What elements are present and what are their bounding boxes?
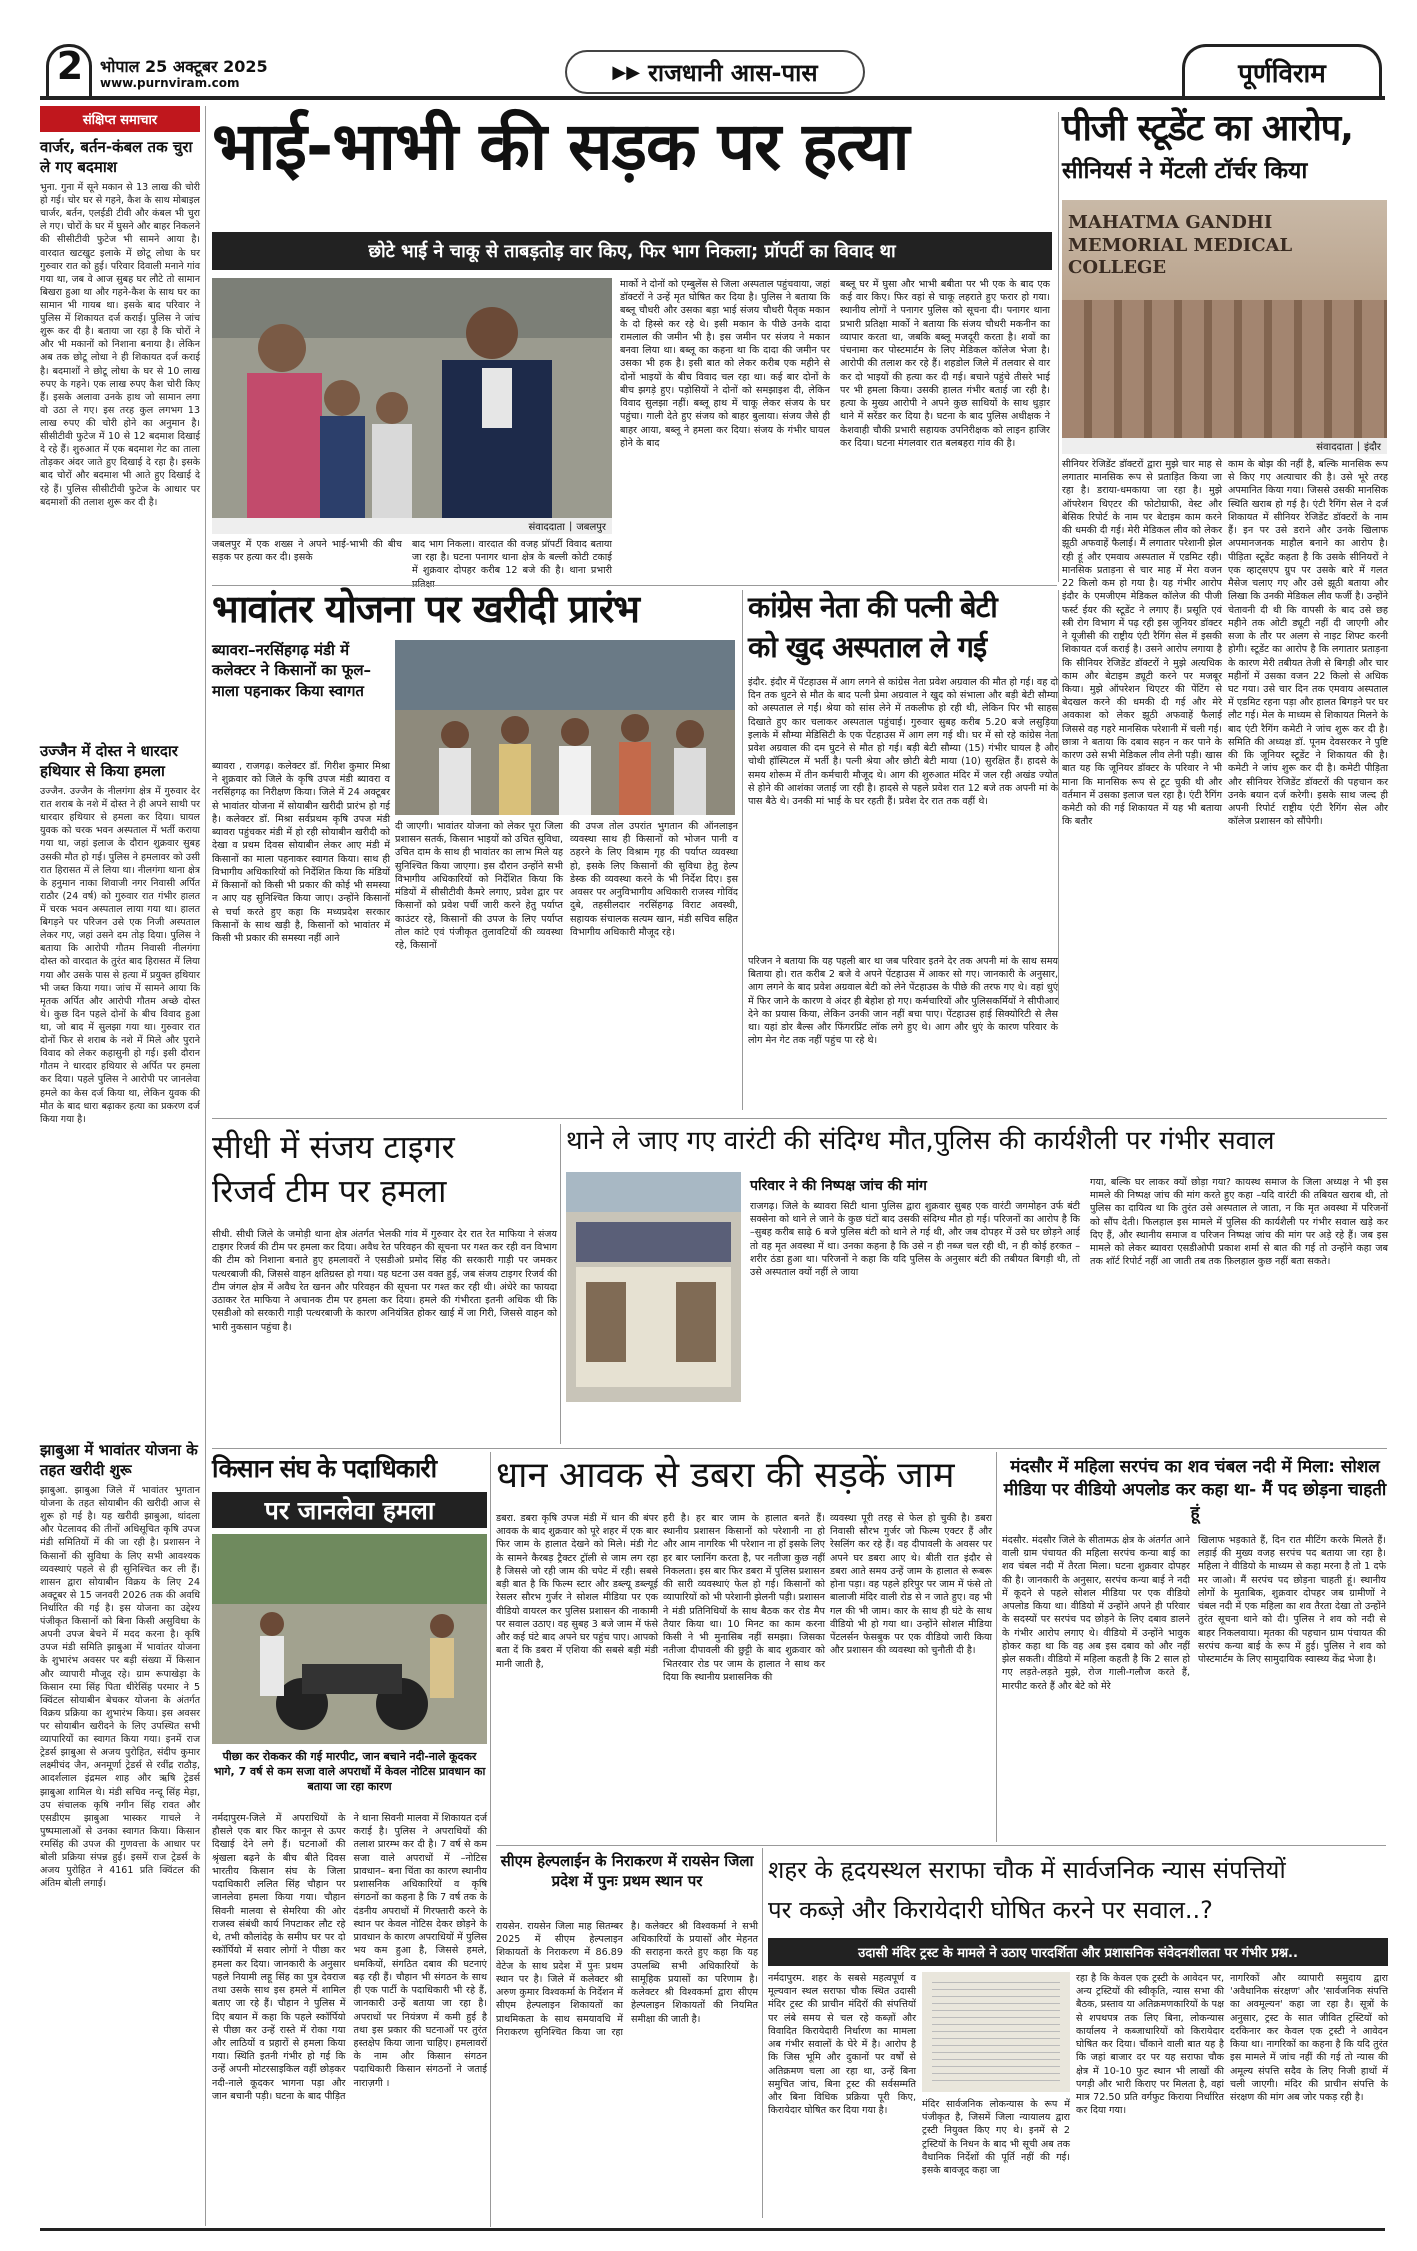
dhan-body-col2: हरी है। हर बार जाम के हालात बनते हैं। स्थानीय प्रशासन किसानों को परेशानी ना हो और आम नागरिक भी परेशान ना हों इसके लिए हर बार प्लानिंग करता है, पर नतीजा कुछ नहीं निकलता। इस बार फिर डबरा में पुलिस प्रशासन की सारी व्यवस्थाएं फेल हो गई। किसानों को व्यापारियों को भी परेशानी झेलनी पड़ी। प्रशासन ने मंडी प्रतिनिधियों के साथ बैठक कर रोड मैप तैयार किया था। 10 मिनट का काम करना किसी ने भी मुनासिब नहीं समझा। जिसका नतीजा दीपावली की छुट्टी के बाद शुक्रवार को भितरवार रोड पर जाम के हालात ने साथ कर दिया कि स्थानीय प्रशासनिक की bbox=[663, 1513, 825, 1683]
row-rule bbox=[212, 1118, 1387, 1119]
sidebar-label: संक्षिप्त समाचार bbox=[40, 106, 200, 132]
row-rule bbox=[212, 1448, 1387, 1449]
kisan-photo-caption: पीछा कर रोककर की गई मारपीट, जान बचाने नदी-नाले कूदकर भागे, 7 वर्ष से कम सजा वाले अपराधों में केवल नोटिस प्रावधान का बताया जा रहा कारण bbox=[213, 1750, 486, 1793]
brief-headline: वार्जर, बर्तन-कंबल तक चुरा ले गए बदमाश bbox=[40, 138, 193, 176]
sidhi-headline-line2: रिजर्व टीम पर हमला bbox=[212, 1172, 447, 1210]
brief-headline: झाबुआ में भावांतर योजना के तहत खरीदी शुरू bbox=[40, 1441, 198, 1479]
motorbike-illustration bbox=[212, 1534, 487, 1744]
lead-caption: जबलपुर में एक शख्स ने अपने भाई-भाभी की बीच सड़क पर हत्या कर दी। इसके bbox=[212, 539, 402, 564]
college-sign: MAHATMA GANDHI MEMORIAL MEDICAL COLLEGE bbox=[1068, 212, 1293, 278]
document-lines bbox=[932, 1982, 1060, 2082]
brief-headline: उज्जैन में दोस्त ने धारदार हथियार से किया हमला bbox=[40, 742, 178, 780]
sarafa-body-col1: नर्मदापुरम. शहर के सबसे महत्वपूर्ण व मूल्यवान स्थल सराफा चौक स्थित उदासी मंदिर ट्रस्ट की प्राचीन मंदिरों की संपत्तियों पर लंबे समय से चल रहे कब्ज़ों और विवादित किरायेदारी निर्धारण का मामला अब गंभीर सवालों के घेरे में है। आरोप है कि जिस भूमि और दुकानों पर वर्षों से अतिक्रमण चला आ रहा था, उन्हें बिना समुचित जांच, बिना ट्रस्ट की सर्वसम्मति और बिना विधिक प्रक्रिया पूरी किए, किरायेदार घोषित कर दिया गया है। bbox=[768, 1973, 916, 2117]
dhan-body-col1: डबरा. डबरा कृषि उपज मंडी में धान की बंपर आवक के बाद शुक्रवार को पूरे शहर में एक बार फिर जाम के हालात देखने को मिले। मंडी गेट के सामने कैरबड़ ट्रैक्टर ट्रॉली से जाम लग रहा है जिससे जो रही जाम की चपेट में रही। सबसे बड़ी बात है कि फिल्म स्टार और डब्ल्यू डब्ल्यूई रेसलर सौरभ गुर्जर ने सोशल मीडिया पर एक वीडियो वायरल कर पुलिस प्रशासन की नाकामी पर सवाल उठाए। वह सुबह 3 बजे जाम में फंसे और कई घंटे बाद अपने घर पहुंच पाए। आपको बता दें कि डबरा में एशिया की सबसे बड़ी मंडी मानी जाती है, bbox=[496, 1513, 658, 1670]
column-rule bbox=[762, 1848, 763, 2218]
raisen-body: रायसेन. रायसेन जिला माह सितम्बर 2025 में सीएम हेल्पलाइन शिकायतों के निराकरण में 86.89 वेटेज के साथ प्रदेश में पुनः प्रथम स्थान पर है। जिले में कलेक्टर श्री अरुण कुमार विश्वकर्मा के निर्देशन में सीएम हेल्पलाइन शिकायतों का प्राथमिकता के साथ समयावधि में निराकरण सुनिश्चित किया जा रहा है। कलेक्टर श्री विश्वकर्मा ने सभी अधिकारियों के प्रयासों और मेहनत की सराहना करते हुए कहा कि यह उपलब्धि सभी अधिकारियों के सामूहिक प्रयासों का परिणाम है। कलेक्टर श्री विश्वकर्मा द्वारा सीएम हेल्पलाइन शिकायतों की नियमित समीक्षा की जाती है। bbox=[496, 1921, 758, 2038]
row-rule bbox=[212, 585, 1057, 586]
brief-body: भुना. गुना में सूने मकान से 13 लाख की चोरी हो गई। चोर घर से गहने, कैश के साथ मोबाइल चार्जर, बर्तन, एलईडी टीवी और कंबल भी चुरा ले गए। चोरों के घर में घुसने और बाहर निकलने की सीसीटीवी फुटेज भी सामने आया है। वारदात खटखुट इलाके में छोटू लोधा के घर गुरुवार रात को हुई। परिवार दिवाली मनाने गांव गया था, जब वे आज सुबह घर लौटे तो सामान बिखरा हुआ था और गहने-कैश के साथ घर का सामान भी गायब था। इसके बाद परिवार ने पुलिस में शिकायत दर्ज कराई। पुलिस ने जांच शुरू कर दी है। बताया जा रहा है कि चोरों ने और भी मकानों को निशाना बनाया है। लेकिन अब तक छोटू लोधा ने ही शिकायत दर्ज कराई है। बदमाशों ने छोटू लोधा के घर से 10 लाख रुपए के गहने। एक लाख रुपए कैश चोरी किए हैं। इसके अलावा उनके हाथ जो सामान लगा वो उठा ले गए। इस तरह कुल लगभग 13 लाख रुपए की चोरी होने का अनुमान है। सीसीटीवी फुटेज में 10 से 12 बदमाश दिखाई दे रहे हैं। शुरुआत में एक बदमाश गेट का ताला तोड़कर अंदर जाते हुए दिखाई दे रहा है। इसके बाद चोरों और बदमाश भी आते हुए दिखाई दे रहे हैं। पुलिस सीसीटीवी फुटेज के आधार पर बदमाशों की तलाश शुरू कर दी है। bbox=[40, 182, 200, 508]
column-rule bbox=[996, 1452, 997, 1842]
mandi-crowd-illustration bbox=[395, 640, 735, 815]
pg-headline-line2: सीनियर्स ने मेंटली टॉर्चर किया bbox=[1062, 158, 1308, 184]
bhavantar-body-col2: दी जाएगी। भावांतर योजना को लेकर पूरा जिला प्रशासन सतर्क, किसान भाइयों को उचित सुविधा, उचित दाम के साथ ही भावांतर का लाभ मिले यह सुनिश्चित किया जाएगा। इस दौरान उन्होंने सभी विभागीय अधिकारियों को निर्देशित किया कि मंडियों में सीसीटीवी कैमरे लगाए, प्रवेश द्वार पर किसानों को प्रवेश पर्ची जारी करने हेतु पर्याप्त काउंटर रहे, किसानों की उपज के लिए पर्याप्त तोल कांटे एवं पंजीकृत तुलावटियों की व्यवस्था रहे, किसानों bbox=[395, 821, 563, 952]
row-rule bbox=[496, 1845, 1386, 1846]
bhavantar-photo bbox=[395, 640, 735, 815]
page-bottom-rule bbox=[40, 2228, 1385, 2231]
family-photo-illustration bbox=[212, 278, 612, 518]
sidebar-divider bbox=[205, 106, 206, 2226]
kisan-headline-line1: किसान संघ के पदाधिकारी bbox=[212, 1454, 437, 1483]
dateline: भोपाल 25 अक्टूबर 2025 bbox=[100, 57, 268, 76]
police-station-illustration bbox=[566, 1172, 741, 1402]
separator: | bbox=[1356, 440, 1361, 452]
kisan-headline-line2: पर जानलेवा हमला bbox=[264, 1496, 435, 1525]
column-rule bbox=[560, 1124, 561, 1444]
pg-body-col2: काम के बोझ की नहीं है, बल्कि मानसिक रूप से किए गए अत्याचार की है। उसे भूरे तरह अपमानित किया गया। जिससे उसकी मानसिक स्थिति खराब हो गई है। एंटी रैगिंग सेल ने दर्ज शिकायत में सीनियर रेजिडेंट डॉक्टरों के नाम हैं। इन पर उसे डराने और उनके खिलाफ अपमानजनक माहौल बनाने का आरोप है। पीड़िता स्टूडेंट कहता है कि उसके सीनियरों ने एक व्हाट्सएप ग्रुप पर उसके बारे में गलत मैसेज चलाए गए और उसे झूठी बताया और लिखा कि उनकी मेडिकल लीव फर्जी है। उन्होंने चेतावनी दी थी कि वापसी के बाद उसे छह महीने तक ओटी ड्यूटी नहीं दी जाएगी और सजा के तौर पर अलग से नाइट शिफ्ट करनी होगी। स्टूडेंट का आरोप है कि लगातार प्रताड़ना के कारण मेरी तबीयत तेजी से बिगड़ी और चार महीनों में उसका वजन 22 किलो से अधिक घट गया। उसे चार दिन तक एमवाय अस्पताल में एडमिट रहना पड़ा और हालत बिगड़ने पर घर लौट गई। मेल के माध्यम से शिकायत मिलने के बाद एंटी रैगिंग कमेटी ने जांच शुरू कर दी है। समिति की अध्यक्ष डॉ. पूनम देवसरकर ने पुष्टि की कि जूनियर स्टूडेंट ने शिकायत की है। कमेटी ने जांच शुरू कर दी है। कमेटी पीड़िता और सीनियर रेजिडेंट डॉक्टरों की पहचान कर उनके बयान दर्ज करेगी। इसके साथ जल्द ही अपनी रिपोर्ट राष्ट्रीय एंटी रैगिंग सेल और कॉलेज प्रशासन को सौंपेगी। bbox=[1228, 459, 1388, 828]
pg-photo-caption-strip bbox=[1062, 438, 1387, 454]
section-title: राजधानी आस-पास bbox=[648, 58, 818, 87]
lead-body-col3: बब्लू घर में घुसा और भाभी बबीता पर भी एक के बाद एक कई वार किए। फिर वहां से चाकू लहराते हुए फरार हो गया। स्थानीय लोगों ने पनागर पुलिस को सूचना दी। पनागर थाना प्रभारी प्रतिक्षा मार्को ने बताया कि संजय चौधरी मकनीन का व्यापार करता था, जबकि बब्लू मजदूरी करता है। शवों का पंचनामा कर पोस्टमार्टम के लिए मेडिकल कॉलेज भेजा है। आरोपी की तलाश कर रहे हैं। शहडोल जिले में तलवार से वार कर दो भाइयों की हत्या कर दी गई। बचाने पहुंचे तीसरे भाई पर भी हमला किया। उसकी हालत गंभीर बताई जा रही है। हत्या के मुख्य आरोपी ने अपने कुछ साथियों के साथ धुड़ार थाने में सरेंडर कर दिया है। घटना के बाद पुलिस अधीक्षक ने केशवाही चौकी प्रभारी सहायक उपनिरीक्षक को लाइन हाजिर कर दिया। घटना मंगलवार रात बलबहरा गांव की है। bbox=[840, 279, 1050, 449]
congress-headline-line1: कांग्रेस नेता की पत्नी बेटी bbox=[748, 590, 997, 624]
pg-body-col1: सीनियर रेजिडेंट डॉक्टरों द्वारा मुझे चार माह से लगातार मानसिक रूप से प्रताड़ित किया जा रहा है। डराया-धमकाया जा रहा है। मुझे ऑपरेशन थिएटर की फोटोग्राफी, वेस्ट और बेसिक रिपोर्ट के नाम पर बेटाइम काम करने की धमकी दी गई। मेरी मेडिकल लीव को लेकर झूठी अफवाहें फैलाई। मैं लगातार परेशानी झेल रही हूं और एमवाय अस्पताल में एडमिट रही। मानसिक प्रताड़ना से चार माह में मेरा वजन 22 किलो कम हो गया है। यह गंभीर आरोप इंदौर के एमजीएम मेडिकल कॉलेज की पीजी फर्स्ट ईयर की स्टूडेंट ने लगाए हैं। प्रसूति एवं स्त्री रोग विभाग में पढ़ रही इस जूनियर डॉक्टर ने यूजीसी की राष्ट्रीय एंटी रैगिंग सेल में इसकी शिकायत दर्ज कराई है। उसने आरोप लगाया है कि सीनियर रेजिडेंट डॉक्टरों ने मुझे अत्यधिक काम और बेटाइम ड्यूटी करने पर मजबूर किया। मुझे ऑपरेशन थिएटर की पेंटिंग से बेदखल करने की धमकी दी गई और मेरे अवकाश को लेकर झूठी अफवाहें फैलाई जिससे वह गहरे मानसिक परेशानी में चली गई। छात्रा ने बताया कि दबाव सहन न कर पाने के कारण उसे सभी मेडिकल लीव लेनी पड़ी। खास बात यह कि जूनियर डॉक्टर के परिवार ने भी माना कि मानसिक रूप से टूट चुकी थी और वर्तमान में उसका इलाज चल रहा है। एंटी रैगिंग कमेटी को की गई शिकायत में यह भी बताया कि बतौर bbox=[1062, 459, 1222, 828]
masthead-rule bbox=[40, 96, 1385, 100]
building-pillars bbox=[1062, 300, 1387, 438]
bhavantar-sub: ब्यावरा–नरसिंहगढ़ मंडी में कलेक्टर ने किसानों का फूल–माला पहनाकर किया स्वागत bbox=[212, 641, 372, 700]
dhan-body-col3: व्यवस्था पूरी तरह से फेल हो चुकी है। डबरा निवासी सौरभ गुर्जर जो फिल्म एक्टर हैं और रेसलिंग कर रहे हैं। वह दीपावली के अवसर पर अपने घर डबरा आए थे। बीती रात इंदौर से डबरा आते समय उन्हें जाम के हालात से रूबरू होना पड़ा। वह पहले हरिपुर पर जाम में फंसे तो बालाजी मंदिर वाली रोड से न जाते हुए। वह भी गल की भी जाम। कार के साथ ही घंटे के साथ वीडियो भी हो गया था। उन्होंने सोशल मीडिया पेंटलर्सन फेसबुक पर एक वीडियो जारी किया और प्रशासन की व्यवस्था को चुनौती दी है। bbox=[830, 1513, 992, 1657]
lead-photo bbox=[212, 278, 612, 518]
sarafa-body-col3: रहा है कि केवल एक ट्रस्टी के आवेदन पर, अन्य ट्रस्टियों की स्वीकृति, न्यास सभा की बैठक, प्रस्ताव या अतिक्रमणकारियों के पक्ष से शपथपत्र तक लिए बिना, लोकन्यास कार्यालय ने कब्जाधारियों को किरायेदार घोषित कर दिया। चौंकाने वाली बात यह है कि जहां बाजार दर पर यह सराफा चौक क्षेत्र में 10-10 फुट स्थान भी लाखों की पगड़ी और भारी किराए पर मिलता है, वहां मात्र 72.50 प्रति वर्गफुट किराया निर्धारित कर दिया गया। bbox=[1076, 1973, 1224, 2117]
kisan-photo bbox=[212, 1534, 487, 1744]
dhan-headline: धान आवक से डबरा की सड़कें जाम bbox=[496, 1455, 955, 1496]
mandsaur-headline: मंदसौर में महिला सरपंच का शव चंबल नदी में मिला: सोशल मीडिया पर वीडियो अपलोड कर कहा था- मैं पद छोड़ना चाहती हूं bbox=[1003, 1457, 1387, 1523]
sarafa-headline-line2: पर कब्ज़े और किरायेदारी घोषित करने पर सवाल..? bbox=[768, 1896, 1213, 1924]
kisan-body: नर्मदापुरम-जिले में अपराधियों के हौसले एक बार फिर कानून से ऊपर दिखाई देने लगे हैं। घटनाओं की श्रृंखला बढ़ने के बीच बीते दिवस भारतीय किसान संघ के जिला पदाधिकारी ललित सिंह चौहान पर जानलेवा हमला किया गया। चौहान सिवनी मालवा से सेमरिया की ओर राजस्व संबंधी कार्य निपटाकर लौट रहे थे, तभी कौलांदेह के समीप घर पर दो स्कॉर्पियो में सवार लोगों ने पीछा कर हमला कर दिया। जानकारी के अनुसार पहले नियामी लहू सिंह का पुत्र देवराज तथा उसके साथ इस हमले में शामिल बताए जा रहे हैं। चौहान ने पुलिस में दिए बयान में कहा कि पहले स्कॉर्पियो से पीछा कर उन्हें रास्ते में रोका गया और लाठियों व प्रहारों से हमला किया गया। स्थिति इतनी गंभीर हो गई कि उन्हें अपनी मोटरसाइकिल वहीं छोड़कर नदी-नाले कूदकर भागना पड़ा और जान बचानी पड़ी। घटना के बाद पीड़ित ने थाना सिवनी मालवा में शिकायत दर्ज कराई है। पुलिस ने अपराधियों की तलाश प्रारम्भ कर दी है। 7 वर्ष से कम सजा वाले अपराधों में –नोटिस प्रावधान– बना चिंता का कारण स्थानीय प्रशासनिक अधिकारियों व कृषि संगठनों का कहना है कि 7 वर्ष तक के दंडनीय अपराधों में गिरफ्तारी करने के स्थान पर केवल नोटिस देकर छोड़ने के प्रावधान के कारण अपराधियों में पुलिस भय कम हुआ है, जिससे हमले, धमकियों, संगठित दबाव की घटनाएं बढ़ रही हैं। चौहान भी संगठन के साथ ही एक पार्टी के पदाधिकारी भी रहे हैं, जानकारी उन्हें बताया जा रहा है। अपराधों पर नियंत्रण में कमी हुई है तथा इस प्रकार की घटनाओं पर तुरंत हस्तक्षेप किया जाना चाहिए। हमलावरों के नाम और किसान संगठन पदाधिकारी किसान संगठनों ने जताई नाराज़गी । bbox=[212, 1813, 487, 2102]
congress-body-col1: इंदौर. इंदौर में पेंटहाउस में आग लगने से कांग्रेस नेता प्रवेश अग्रवाल की मौत हो गई। वह दो दिन तक धुटने से मौत के बाद पत्नी प्रेमा अग्रवाल ने खुद को संभाला और बड़ी बेटी सौम्या को अस्पताल ले गईं। श्रेया को सांस लेने में तकलीफ हो रही थी, लेकिन पिर भी साहस दिखाते हुए कार चलाकर अस्पताल पहुंचाई। गुरुवार सुबह करीब 5.20 बजे लसुड़िया इलाके में सौम्या मेडिसिटी के एक पेंटहाउस में आग लग गई थी। घर में सो रहे कांग्रेस नेता प्रवेश अग्रवाल की दम घुटने से मौत हो गई। बड़ी बेटी सौम्या (15) गंभीर घायल है और चोथी हॉस्पिटल में भर्ती है। पत्नी श्रेया और छोटी बेटी माया (10) सुरक्षित हैं। हादसे के समय शोरूम में तीन कर्मचारी मौजूद थे। आग की शुरुआत मंदिर में जल रही अखंड ज्योत से होने की आशंका जताई जा रही है। हादसे से पहले प्रवेश रात 12 बजे तक अपनी मां के पास बैठे थे। उनकी मां भाई के घर रहती हैं। प्रवेश देर रात तक वहीं थे। bbox=[748, 677, 1058, 808]
section-title-box bbox=[565, 50, 865, 94]
pg-headline-line1: पीजी स्टूडेंट का आरोप, bbox=[1062, 108, 1353, 149]
lead-deck: छोटे भाई ने चाकू से ताबड़तोड़ वार किए, फिर भाग निकला; प्रॉपर्टी का विवाद था bbox=[212, 232, 1052, 270]
sarafa-document-photo bbox=[922, 1972, 1070, 2092]
lead-headline: भाई-भाभी की सड़क पर हत्या bbox=[212, 108, 909, 185]
separator: | bbox=[568, 520, 573, 532]
sarafa-sub: उदासी मंदिर ट्रस्ट के मामले ने उठाए पारदर्शिता और प्रशासनिक संवेदनशीलता पर गंभीर प्रश्न.. bbox=[768, 1938, 1388, 1966]
sarafa-body-col4: नागरिकों और व्यापारी समुदाय द्वारा 'अवैधानिक संरक्षण' और 'सार्वजनिक संपत्ति का अवमूल्यन' कहा जा रहा है। सूत्रों के अनुसार, ट्रस्ट के सात जीवित ट्रस्टियों को दरकिनार कर केवल एक ट्रस्टी ने आवेदन किया था। नागरिकों का कहना है कि यदि तुरंत इस मामले में जांच नहीं की गई तो न्यास की अमूल्य संपत्ति सदैव के लिए निजी हाथों में चली जाएगी। मंदिर की प्राचीन संपत्ति के संरक्षण की मांग अब जोर पकड़ रही है। bbox=[1230, 1973, 1388, 2104]
warranty-sub: परिवार ने की निष्पक्ष जांच की मांग bbox=[750, 1178, 927, 1194]
brand-name: पूर्णविराम bbox=[1238, 58, 1326, 89]
sarafa-body-col2: मंदिर सार्वजनिक लोकन्यास के रूप में पंजीकृत है, जिसमें जिला न्यायालय द्वारा ट्रस्टी नियुक्त किए गए थे। इनमें से 2 ट्रस्टियों के निधन के बाद भी सूची अब तक वैधानिक निर्देशों की पूर्ति नहीं की गई। इसके बावजूद कहा जा bbox=[922, 2099, 1070, 2177]
sidhi-headline-line1: सीधी में संजय टाइगर bbox=[212, 1128, 455, 1166]
lead-body-col2: मार्को ने दोनों को एम्बुलेंस से जिला अस्पताल पहुंचवाया, जहां डॉक्टरों ने उन्हें मृत घोषित कर दिया है। पुलिस ने बताया कि बब्लू चौधरी और उसका बड़ा भाई संजय चौधरी पैतृक मकान के दो हिस्से कर रहे थे। इसी मकान के पीछे उनके दादा रामलाल की जमीन भी है। इस जमीन पर संजय ने मकान बनवा लिया था। बब्लू का कहना था कि दादा की जमीन पर उसका भी हक है। इसी बात को लेकर करीब एक महीने से दोनों भाइयों के बीच विवाद चल रहा था। कई बार दोनों के बीच झगड़े हुए। पड़ोसियों ने दोनों को समझाइश दी, लेकिन विवाद सुलझा नहीं। बब्लू हाथ में चाकू लेकर संजय के घर पहुंचा। गाली देते हुए संजय को बाहर बुलाया। संजय जैसे ही बाहर आया, बब्लू ने हमला कर दिया। संजय के गंभीर घायल होने के बाद bbox=[620, 279, 830, 449]
column-rule bbox=[1058, 112, 1059, 582]
mandsaur-body-col1: मंदसौर. मंदसौर जिले के सीतामऊ क्षेत्र के अंतर्गत आने वाली ग्राम पंचायत की महिला सरपंच कन्या बाई का शव चंबल नदी में तैरता मिला। घटना शुक्रवार दोपहर की है। जानकारी के अनुसार, सरपंच कन्या बाई ने नदी में कूदने से पहले सोशल मीडिया पर एक वीडियो अपलोड किया था। वीडियो में उन्होंने अपने ही परिवार के सदस्यों पर सरपंच पद छोड़ने के लिए दबाव डालने के गंभीर आरोप लगाए थे। वीडियो में उन्होंने भावुक होकर कहा था कि वह अब इस दबाव को और नहीं झेल सकती। वीडियो में महिला कहती है कि 2 साल हो गए लड़ते-लड़ते मुझे, रोज गाली-गलौज करते हैं, मारपीट करते हैं और बेटे को मेरे bbox=[1002, 1535, 1190, 1692]
warranty-body-col1: राजगढ़। जिले के ब्यावरा सिटी थाना पुलिस द्वारा शुक्रवार सुबह एक वारंटी जगमोहन उर्फ बंटी सक्सेना को थाने ले जाने के कुछ घंटों बाद उसकी संदिग्ध मौत हो गई। परिजनों का आरोप है कि –सुबह करीब साढ़े 6 बजे पुलिस बंटी को थाने ले गई थी, और जब दोपहर में उसे घर छोड़ने आई तो वह मृत अवस्था में था। उनका कहना है कि उसे न ही नब्ज चल रही थी, न ही कोई हरकत – शरीर ठंडा हुआ था। परिजनों ने कहा कि यदि पुलिस के अनुसार बंटी की तबीयत बिगड़ी थी, तो उसे अस्पताल क्यों नहीं ले जाया bbox=[750, 1201, 1080, 1279]
sidhi-body: सीधी. सीधी जिले के जमोड़ी थाना क्षेत्र अंतर्गत भेलकी गांव में गुरुवार देर रात रेत माफिया ने संजय टाइगर रिजर्व की टीम पर हमला कर दिया। अवैध रेत परिवहन की सूचना पर गश्त कर रही वन विभाग की टीम को निशाना बनाते हुए हमलावरों ने एसडीओ प्रमोद सिंह की सरकारी गाड़ी पर जमकर पत्थरबाजी की, जिससे वाहन क्षतिग्रस्त हो गया। यह घटना उस वक्त हुई, जब संजय टाइगर रिजर्व की टीम जंगल क्षेत्र में अवैध रेत खनन और परिवहन की सूचना पर गश्त कर रही थी। अंधेरे का फायदा उठाकर रेत माफिया ने अचानक टीम पर हमला कर दिया। हमले की गंभीरता इतनी अधिक थी कि एसडीओ को सरकारी गाड़ी पत्थरबाजी के कारण अनियंत्रित होकर खाई में जा गिरी, जिससे वाहन को भारी नुकसान पहुंचा है। bbox=[212, 1229, 557, 1333]
pg-photo bbox=[1062, 200, 1387, 438]
website: www.purnviram.com bbox=[100, 76, 240, 90]
brief-body: झाबुआ. झाबुआ जिले में भावांतर भुगतान योजना के तहत सोयाबीन की खरीदी आज से शुरू हो गई है। यह खरीदी झाबुआ, थांदला और पेटलावद की तीनों अधिसूचित कृषि उपज मंडी समितियों में की जा रही है। प्रशासन ने किसानों की सुविधा के लिए सभी आवश्यक व्यवस्थाएं पहले से ही सुनिश्चित कर ली हैं। शासन द्वारा सोयाबीन विक्रय के लिए 24 अक्टूबर से 15 जनवरी 2026 तक की अवधि निर्धारित की गई है। इस योजना का उद्देश्य पंजीकृत किसानों को बिना किसी असुविधा के अपनी उपज बेचने में मदद करना है। कृषि उपज मंडी समिति झाबुआ में भावांतर योजना के शुभारंभ अवसर पर बड़ी संख्या में किसान और व्यापारी मौजूद रहे। ग्राम रूपाखेड़ा के किसान रमा सिंह पिता धीरेसिंह परमार ने 5 क्विंटल सोयाबीन बेचकर योजना के अंतर्गत विक्रय प्रक्रिया का शुभारंभ किया। इस अवसर पर सोयाबीन खरीदने के लिए उपस्थित सभी व्यापारियों का स्वागत किया गया। इनमें राज ट्रेडर्स झाबुआ से अजय पुरोहित, संदीप कुमार लक्ष्मीचंद जैन, अनमूर्णा ट्रेडर्स से रवींद्र राठौड़, आदर्शलाल इंद्रमल शाह और ऋषि ट्रेडर्स झाबुआ शामिल थे। मंडी सचिव नन्दू सिंह मेड़ा, उप संचालक कृषि नगीन सिंह रावत और एसडीएम झाबुआ भास्कर गाचले ने पुष्पमालाओं से उनका स्वागत किया। किसान रमसिंह की उपज की गुणवत्ता के आधार पर बोली प्रक्रिया संपन्न हुई। इसमें राज ट्रेडर्स के अजय पुरोहित ने 4161 प्रति क्विंटल की अंतिम बोली लगाई। bbox=[40, 1485, 200, 1890]
warranty-body-col2: गया, बल्कि घर लाकर क्यों छोड़ा गया? कायस्थ समाज के जिला अध्यक्ष ने भी इस मामले की निष्पक्ष जांच की मांग करते हुए कहा –यदि वारंटी की तबियत खराब थी, तो पुलिस का दायित्व था कि तुरंत उसे अस्पताल ले जाता, न कि मृत अवस्था में परिजनों को सौंप देती। फिलहाल इस मामले में पुलिस की कार्यशैली पर गंभीर सवाल खड़े कर दिए हैं, और स्थानीय समाज व परिजन निष्पक्ष जांच की मांग पर अड़े रहे हैं। जब इस मामले को लेकर ब्यावरा एसडीओपी प्रकाश शर्मा से बात की गई तो उन्होंने कहा जब तक शॉर्ट रिपोर्ट नहीं आ जाती तब तक फ़िलहाल कुछ नहीं बता सकते। bbox=[1090, 1177, 1388, 1268]
mandsaur-body-col2: खिलाफ भड़काते हैं, दिन रात मीटिंग करके मिलते हैं। लड़ाई की मुख्य वजह सरपंच पद बताया जा रहा है। महिला ने वीडियो के माध्यम से कहा मरना है तो 1 दफे मर जाओ। मैं सरपंच पद छोड़ना चाहती हूं। स्थानीय लोगों के मुताबिक, शुक्रवार दोपहर जब ग्रामीणों ने चंबल नदी में एक महिला का शव तैरता देखा तो उन्होंने तुरंत सूचना थाने को दी। पुलिस ने शव को नदी से बाहर निकलवाया। मृतका की पहचान ग्राम पंचायत की सरपंच कन्या बाई के रूप में हुई। पुलिस ने शव को पोस्टमार्टम के लिए सामुदायिक स्वास्थ्य केंद्र भेजा है। bbox=[1198, 1535, 1386, 1666]
column-rule bbox=[1058, 590, 1059, 1005]
photo-credit: संवाददाता bbox=[1316, 442, 1353, 453]
brand-logo bbox=[1182, 44, 1382, 96]
masthead bbox=[0, 0, 1417, 100]
brief-body: उज्जैन. उज्जैन के नीलगंगा क्षेत्र में गुरुवार देर रात शराब के नशे में दोस्त ने ही अपने साथी पर धारदार हथियार से हमला कर दिया। घायल युवक को चरक भवन अस्पताल में भर्ती कराया गया था, जहां इलाज के दौरान शुक्रवार सुबह उसकी मौत हो गई। पुलिस ने हमलावर को उसी रात हिरासत में ले लिया था। नीलगंगा थाना क्षेत्र के हनुमान नाका शिवाजी नगर निवासी अर्पित राठौर (24 वर्ष) को गुरुवार रात गंभीर हालत में चरक भवन अस्पताल लाया गया था। हालत बिगड़ने पर परिजन उसे एक निजी अस्पताल लेकर गए, जहां उसने दम तोड़ दिया। पुलिस ने बताया कि आरोपी गौतम निवासी नीलगंगा दोस्त को वारदात के तुरंत बाद हिरासत में लिया गया और उसके पास से हत्या में प्रयुक्त हथियार भी जब्त किया गया। जांच में सामने आया कि मृतक अर्पित और आरोपी गौतम अच्छे दोस्त थे। कुछ दिन पहले दोनों के बीच विवाद हुआ था, जो बाद में सुलझा गया था। गुरुवार रात दोनों फिर से शराब के नशे में मिले और पुराने विवाद को लेकर कहासुनी हो गई। इसी दौरान गौतम ने धारदार हथियार से अर्पित पर हमला कर दिया। पहले पुलिस ने आरोपी पर जानलेवा हमले का केस दर्ज किया था, लेकिन युवक की मौत के बाद धारा बढ़ाकर हत्या का प्रकरण दर्ज किया गया है। bbox=[40, 786, 200, 1125]
warranty-headline: थाने ले जाए गए वारंटी की संदिग्ध मौत,पुलिस की कार्यशैली पर गंभीर सवाल bbox=[566, 1126, 1275, 1156]
double-arrow-icon: ▶▶ bbox=[612, 61, 641, 83]
lead-body-col1: बाद भाग निकला। वारदात की वजह प्रॉपर्टी विवाद बताया जा रहा है। घटना पनागर थाना क्षेत्र के बल्ली कोटी टकाई में शुक्रवार दोपहर करीब 12 बजे की है। थाना प्रभारी bbox=[412, 539, 612, 577]
bhavantar-body-col3: की उपज तोल उपरांत भुगतान की ऑनलाइन व्यवस्था साथ ही किसानों को भोजन पानी व ठहरने के लिए विश्राम गृह की पर्याप्त व्यवस्था हो, इसके लिए किसानों की सुविधा हेतु हेल्प डेस्क की व्यवस्था करने के भी निर्देश दिए। इस अवसर पर अनुविभागीय अधिकारी राजस्व गोविंद दुबे, तहसीलदार नरसिंहगढ़ विराट अवस्थी, सहायक संचालक सत्यम खान, मंडी सचिव सहित विभागीय अधिकारी मौजूद रहे। bbox=[570, 821, 738, 938]
congress-body-col2: परिजन ने बताया कि यह पहली बार था जब परिवार इतने देर तक अपनी मां के साथ समय बिताया हो। रात करीब 2 बजे वे अपने पेंटहाउस में आकर सो गए। जानकारी के अनुसार, आग लगने के बाद प्रवेश अग्रवाल बेटी को लेने पेंटहाउस के पीछे की तरफ गए थे। वहां धुएं में फिर जाने के कारण वे अंदर ही बेहोश हो गए। कर्मचारियों और पुलिसकर्मियों ने सीपीआर देने का प्रयास किया, लेकिन उनकी जान नहीं बचा पाए। पेंटहाउस हाई सिक्योरिटी से लैस था। यहां डोर बैल्स और फिंगरप्रिंट लॉक लगे हुए थे। आग और धुएं के कारण परिवार के लोग मेन गेट तक नहीं पहुंच पा रहे थे। bbox=[748, 956, 1058, 1047]
sidebar bbox=[40, 106, 200, 2226]
sarafa-headline-line1: शहर के हृदयस्थल सराफा चौक में सार्वजनिक न्यास संपत्तियों bbox=[768, 1856, 1286, 1884]
photo-city: जबलपुर bbox=[576, 522, 606, 533]
raisen-headline: सीएम हेल्पलाईन के निराकरण में रायसेन जिला प्रदेश में पुनः प्रथम स्थान पर bbox=[500, 1852, 754, 1890]
warranty-photo bbox=[566, 1172, 741, 1402]
bhavantar-headline: भावांतर योजना पर खरीदी प्रारंभ bbox=[212, 587, 639, 631]
bhavantar-body-col1: ब्यावरा , राजगढ़। कलेक्टर डॉ. गिरीश कुमार मिश्रा ने शुक्रवार को जिले के कृषि उपज मंडी ब्यावरा व नरसिंहगढ़ का निरीक्षण किया। जिले में 24 अक्टूबर से भावांतर योजना में सोयाबीन खरीदी प्रारंभ हो गई है। कलेक्टर डॉ. मिश्रा सर्वप्रथम कृषि उपज मंडी ब्यावरा पहुंचकर मंडी में हो रही सोयाबीन खरीदी को देखा व प्रथम दिवस सोयाबीन लेकर आए मंडी में किसानों का माला पहनाकर स्वागत किया। साथ ही विभागीय अधिकारियों को निर्देशित किया कि मंडियों में किसानों को किसी भी प्रकार की कोई भी समस्या न आए यह सुनिश्चित किया जाए। उन्होंने किसानों से चर्चा करते हुए कहा कि मध्यप्रदेश सरकार किसानों के साथ खड़ी है, किसानों को भावांतर में किसी भी प्रकार की समस्या नहीं आने bbox=[212, 761, 390, 945]
photo-credit: संवाददाता bbox=[528, 522, 565, 533]
column-rule bbox=[490, 1452, 491, 2227]
kisan-headline-band bbox=[212, 1492, 487, 1528]
lead-photo-caption-strip bbox=[212, 518, 612, 534]
page-number: 2 bbox=[56, 44, 84, 88]
column-rule bbox=[742, 590, 743, 1110]
photo-city: इंदौर bbox=[1364, 442, 1381, 453]
congress-headline-line2: को खुद अस्पताल ले गई bbox=[748, 630, 987, 664]
